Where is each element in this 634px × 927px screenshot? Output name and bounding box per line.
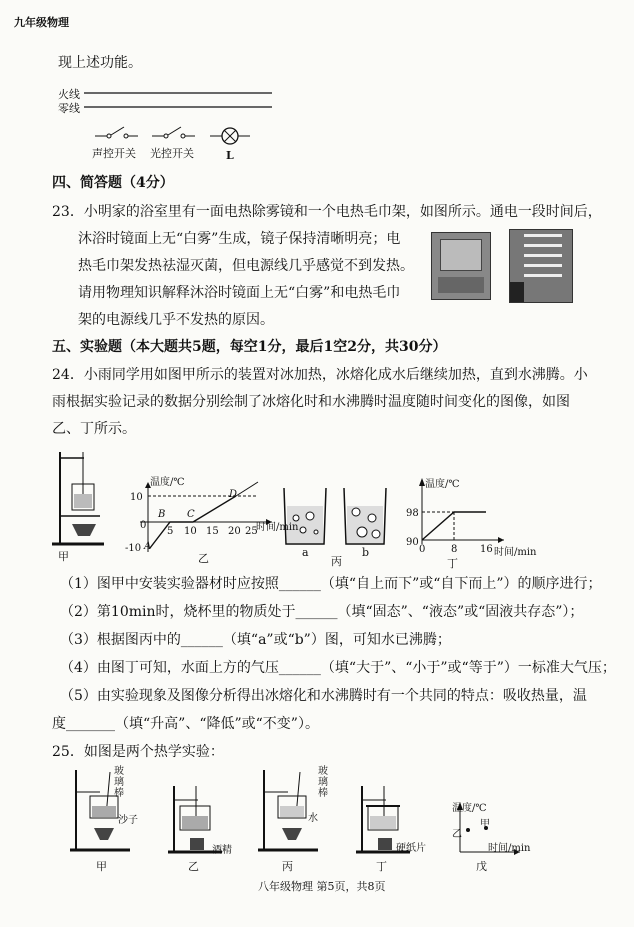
lamp-label: L: [226, 149, 234, 162]
page-footer: 八年级物理 第5页，共8页: [258, 880, 386, 893]
ding-xlabel: 时间/min: [494, 547, 537, 558]
yi-point-label: D: [229, 489, 238, 500]
beaker-a-label: a: [302, 546, 309, 559]
section-5-title: 五、实验题（本大题共5题，每空1分，最后1空2分，共30分）: [52, 339, 447, 355]
ding-y-top: 98: [406, 508, 419, 519]
q24-figures: [0, 444, 634, 564]
glass-rod-label-bing: 玻璃棒: [318, 766, 328, 799]
yi-point-label: B: [158, 509, 166, 520]
ding-x-tick: 0: [419, 544, 426, 555]
light-switch-symbol: [152, 127, 195, 138]
q25-fig-wu-caption: 戊: [476, 860, 487, 873]
ding-ylabel: 温度/℃: [425, 479, 460, 490]
q24-sub4: （4）由图丁可知，水面上方的气压______（填“大于”、“小于”或“等于”）一标准大气压；: [60, 660, 616, 676]
wu-ylabel: 温度/℃: [452, 803, 487, 814]
q23-line2: 沐浴时镜面上无“白雾”生成，镜子保持清晰明亮；电: [78, 231, 401, 247]
yi-x-tick: 10: [184, 526, 197, 537]
q25-fig-yi-caption: 乙: [188, 860, 199, 873]
q25-fig-jia-caption: 甲: [96, 860, 107, 873]
neutral-wire-label: 零线: [58, 102, 80, 115]
yi-x-tick: 20: [228, 526, 241, 537]
q24-sub2: （2）第10min时，烧杯里的物质处于______（填“固态”、“液态”或“固液共存态”）；: [60, 604, 584, 620]
section-4-title: 四、简答题（4分）: [52, 175, 174, 191]
yi-x-tick: 25: [245, 526, 258, 537]
fig-yi-caption: 乙: [198, 552, 209, 565]
fig-jia-caption: 甲: [58, 550, 69, 563]
mirror-photo: [431, 232, 491, 300]
beakers-bing: [284, 488, 386, 544]
q25-fig-bing-caption: 丙: [282, 860, 293, 873]
yi-x-tick: 5: [167, 526, 174, 537]
yi-x-zero: 0: [140, 520, 147, 531]
lamp-symbol: [210, 128, 250, 144]
ding-y-bottom: 90: [406, 537, 419, 548]
apparatus-jia: [52, 452, 104, 544]
yi-point-label: A: [144, 541, 152, 552]
wu-label-yi: 乙: [452, 829, 462, 840]
q24-sub5b: 度_______（填“升高”、“降低”或“不变”）。: [52, 716, 319, 732]
yi-y-top: 10: [130, 492, 143, 503]
yi-ylabel: 温度/℃: [150, 477, 185, 488]
yi-point-label: C: [187, 509, 195, 520]
sound-switch-label: 声控开关: [92, 147, 136, 160]
q24-sub5a: （5）由实验现象及图像分析得出冰熔化和水沸腾时有一个共同的特点：吸收热量，温: [60, 688, 587, 704]
circuit-diagram: [0, 0, 634, 160]
q23-line1: 23．小明家的浴室里有一面电热除雾镜和一个电热毛巾架，如图所示。通电一段时间后，: [52, 204, 602, 220]
q24-sub1: （1）图甲中安装实验器材时应按照______（填“自上而下”或“自下而上”）的顺序进行；: [60, 576, 602, 592]
wu-xlabel: 时间/min: [488, 843, 531, 854]
running-title: 九年级物理: [14, 16, 69, 29]
q23-line5: 架的电源线几乎不发热的原因。: [78, 312, 274, 328]
circuit-intro: 现上述功能。: [58, 55, 142, 71]
yi-y-bottom: -10: [125, 543, 142, 554]
wu-label-jia: 甲: [480, 819, 490, 830]
ding-x-tick: 16: [480, 544, 493, 555]
q23-line4: 请用物理知识解释沐浴时镜面上无“白雾”和电热毛巾: [78, 285, 401, 301]
yi-x-tick: 15: [206, 526, 219, 537]
alcohol-label: 酒精: [212, 845, 232, 856]
q24-sub3: （3）根据图丙中的______（填“a”或“b”）图，可知水已沸腾；: [60, 632, 451, 648]
beaker-b-label: b: [362, 546, 370, 559]
water-label: 水: [308, 813, 318, 824]
glass-rod-label-jia: 玻璃棒: [114, 766, 124, 799]
q24-line1: 24．小雨同学用如图甲所示的装置对冰加热，冰熔化成水后继续加热，直到水沸腾。小: [52, 367, 588, 383]
sound-switch-symbol: [95, 127, 138, 138]
sand-label: 沙子: [118, 815, 138, 826]
towel-rack-photo: [509, 229, 573, 303]
q24-line2: 雨根据实验记录的数据分别绘制了冰熔化时和水沸腾时温度随时间变化的图像，如图: [52, 394, 570, 410]
fig-ding-caption: 丁: [447, 557, 458, 570]
fire-wire-label: 火线: [58, 88, 80, 101]
q23-line3: 热毛巾架发热祛湿灭菌，但电源线几乎感觉不到发热。: [78, 258, 414, 274]
yi-xlabel: 时间/min: [256, 522, 299, 533]
q25-line1: 25．如图是两个热学实验：: [52, 744, 224, 760]
ding-x-tick: 8: [451, 544, 458, 555]
q24-line3: 乙、丁所示。: [52, 421, 136, 437]
q25-fig-ding-caption: 丁: [376, 860, 387, 873]
cardboard-label: 硬纸片: [396, 843, 426, 854]
fig-bing-caption: 丙: [331, 555, 342, 568]
light-switch-label: 光控开关: [150, 147, 194, 160]
